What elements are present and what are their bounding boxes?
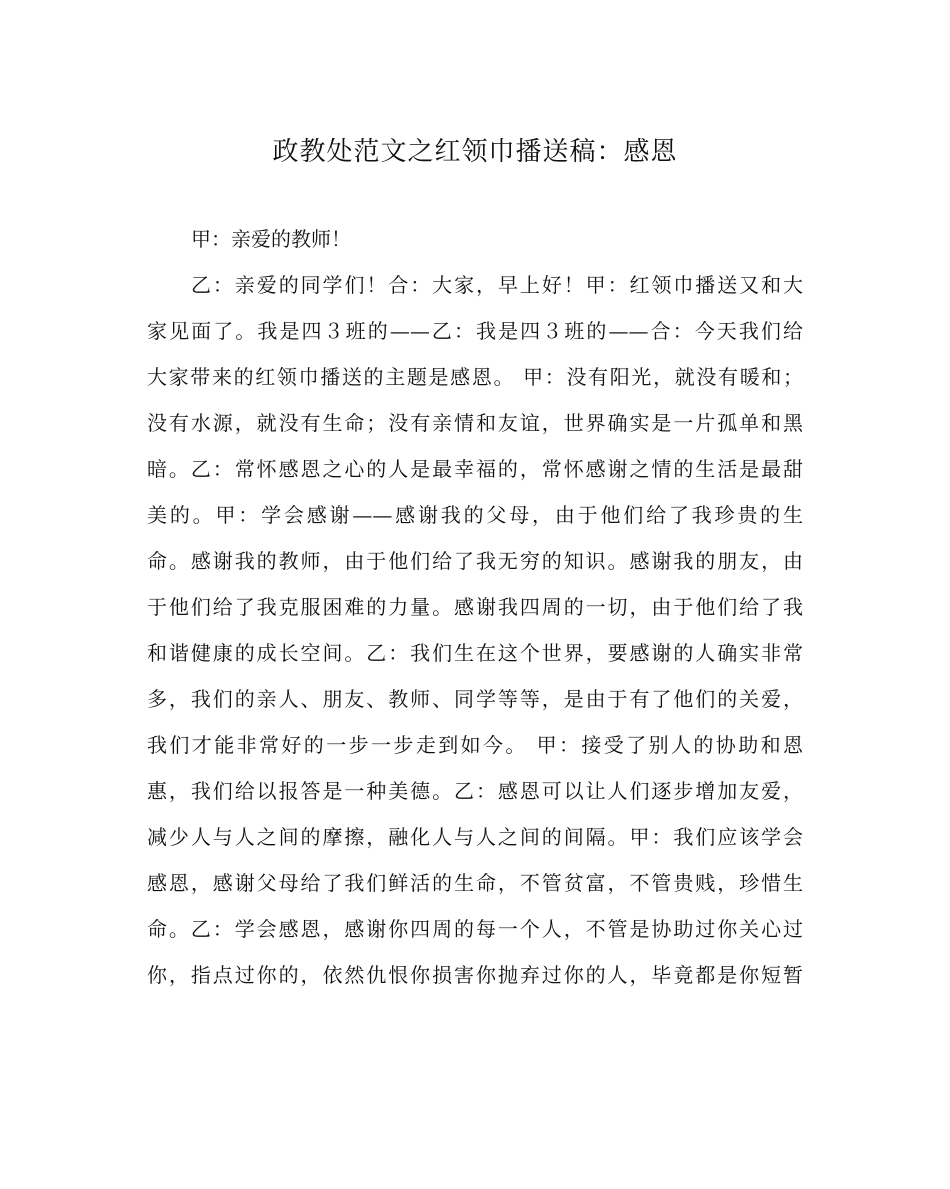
body-line: 暗。乙：常怀感恩之心的人是最幸福的，常怀感谢之情的生活是最甜: [147, 457, 803, 481]
body-line: 你，指点过你的，依然仇恨你损害你抛弃过你的人，毕竟都是你短暂: [147, 963, 803, 987]
body-line: 我们才能非常好的一步一步走到如今。 甲：接受了别人的协助和恩: [147, 733, 803, 757]
body-line: 没有水源，就没有生命；没有亲情和友谊，世界确实是一片孤单和黑: [147, 411, 803, 435]
body-line: 命。感谢我的教师，由于他们给了我无穷的知识。感谢我的朋友，由: [147, 549, 803, 573]
body-line: 惠，我们给以报答是一种美德。乙：感恩可以让人们逐步增加友爱，: [147, 779, 803, 803]
body-line: 减少人与人之间的摩擦，融化人与人之间的间隔。甲：我们应该学会: [147, 825, 803, 849]
body-line: 家见面了。我是四３班的——乙：我是四３班的——合：今天我们给: [147, 319, 803, 343]
body-line: 美的。甲：学会感谢——感谢我的父母，由于他们给了我珍贵的生: [147, 503, 803, 527]
body-line: 大家带来的红领巾播送的主题是感恩。 甲：没有阳光，就没有暖和；: [147, 365, 803, 389]
body-line: 乙：亲爱的同学们！合：大家，早上好！甲：红领巾播送又和大: [191, 273, 803, 297]
body-line: 感恩，感谢父母给了我们鲜活的生命，不管贫富，不管贵贱，珍惜生: [147, 871, 803, 895]
body-line: 命。乙：学会感恩，感谢你四周的每一个人，不管是协助过你关心过: [147, 917, 803, 941]
body-line: 多，我们的亲人、朋友、教师、同学等等，是由于有了他们的关爱，: [147, 687, 803, 711]
document-title: 政教处范文之红领巾播送稿：感恩: [272, 137, 678, 167]
body-line: 甲：亲爱的教师！: [191, 227, 351, 251]
document-body: [147, 216, 803, 998]
body-line: 于他们给了我克服困难的力量。感谢我四周的一切，由于他们给了我: [147, 595, 803, 619]
body-line: 和谐健康的成长空间。乙：我们生在这个世界，要感谢的人确实非常: [147, 641, 803, 665]
